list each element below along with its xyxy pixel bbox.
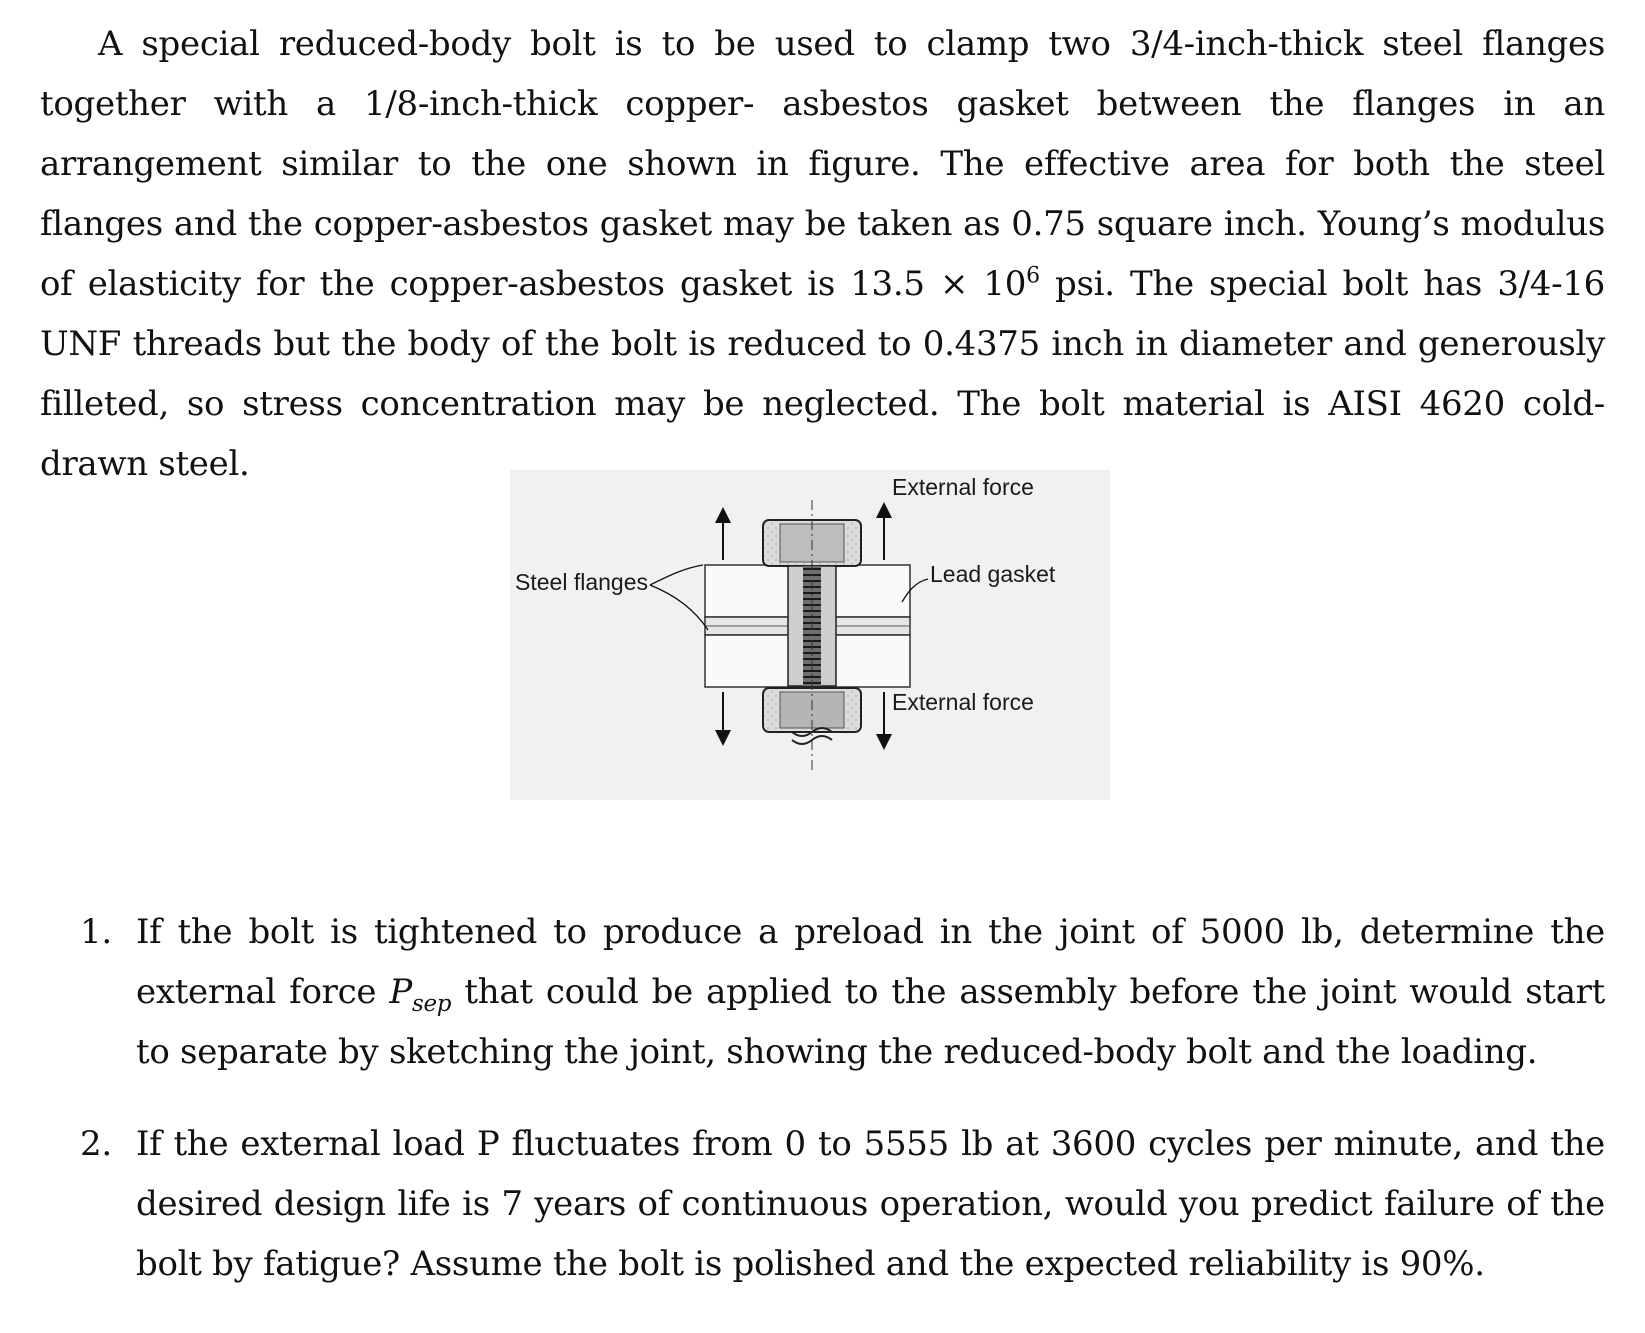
problem-text-part2: psi. The special bolt has 3/4-16 UNF threads but the body of the bolt is reduced to 0.4375 inch in diameter and generously filleted, so stress concentration may be neglected. The bolt material is AISI 4620 cold-drawn steel. — [40, 264, 1605, 484]
label-external-force-bottom: External force — [892, 689, 1034, 715]
label-external-force-top: External force — [892, 474, 1034, 500]
bolted-joint-figure — [510, 470, 1110, 810]
question-1-text-before: If the bolt is tightened to produce a preload in the joint of 5000 lb, determine the external force — [136, 912, 1605, 1012]
problem-text-part1: A special reduced-body bolt is to be used to clamp two 3/4-inch-thick steel flanges together with a 1/8-inch-thick copper- asbestos gasket between the flanges in an arrangement similar to the one shown in figure. The effective area for both the steel flanges and the copper-asbestos gasket may be taken as 0.75 square inch. Young’s modulus of elasticity for the copper-asbestos gasket is 13.5 × 10 — [40, 24, 1605, 304]
question-number: 1. — [80, 912, 112, 952]
force-symbol: P — [389, 972, 412, 1012]
question-1 — [80, 902, 1605, 1082]
bolted-joint-diagram — [510, 470, 1110, 810]
problem-statement — [40, 14, 1605, 494]
question-list — [80, 902, 1605, 1326]
question-2-text: If the external load P fluctuates from 0 to 5555 lb at 3600 cycles per minute, and the desired design life is 7 years of continuous operation, would you predict failure of the bolt by fatigue? Assume the bolt is polished and the expected reliability is 90%. — [136, 1124, 1605, 1284]
label-steel-flanges: Steel flanges — [515, 569, 648, 595]
label-lead-gasket: Lead gasket — [930, 561, 1056, 587]
force-subscript: sep — [411, 991, 452, 1017]
question-2 — [80, 1114, 1605, 1294]
question-1-text-after: that could be applied to the assembly before the joint would start to separate by sketching the joint, showing the reduced-body bolt and the loading. — [136, 972, 1605, 1072]
question-number: 2. — [80, 1124, 112, 1164]
exponent: 6 — [1026, 263, 1040, 289]
